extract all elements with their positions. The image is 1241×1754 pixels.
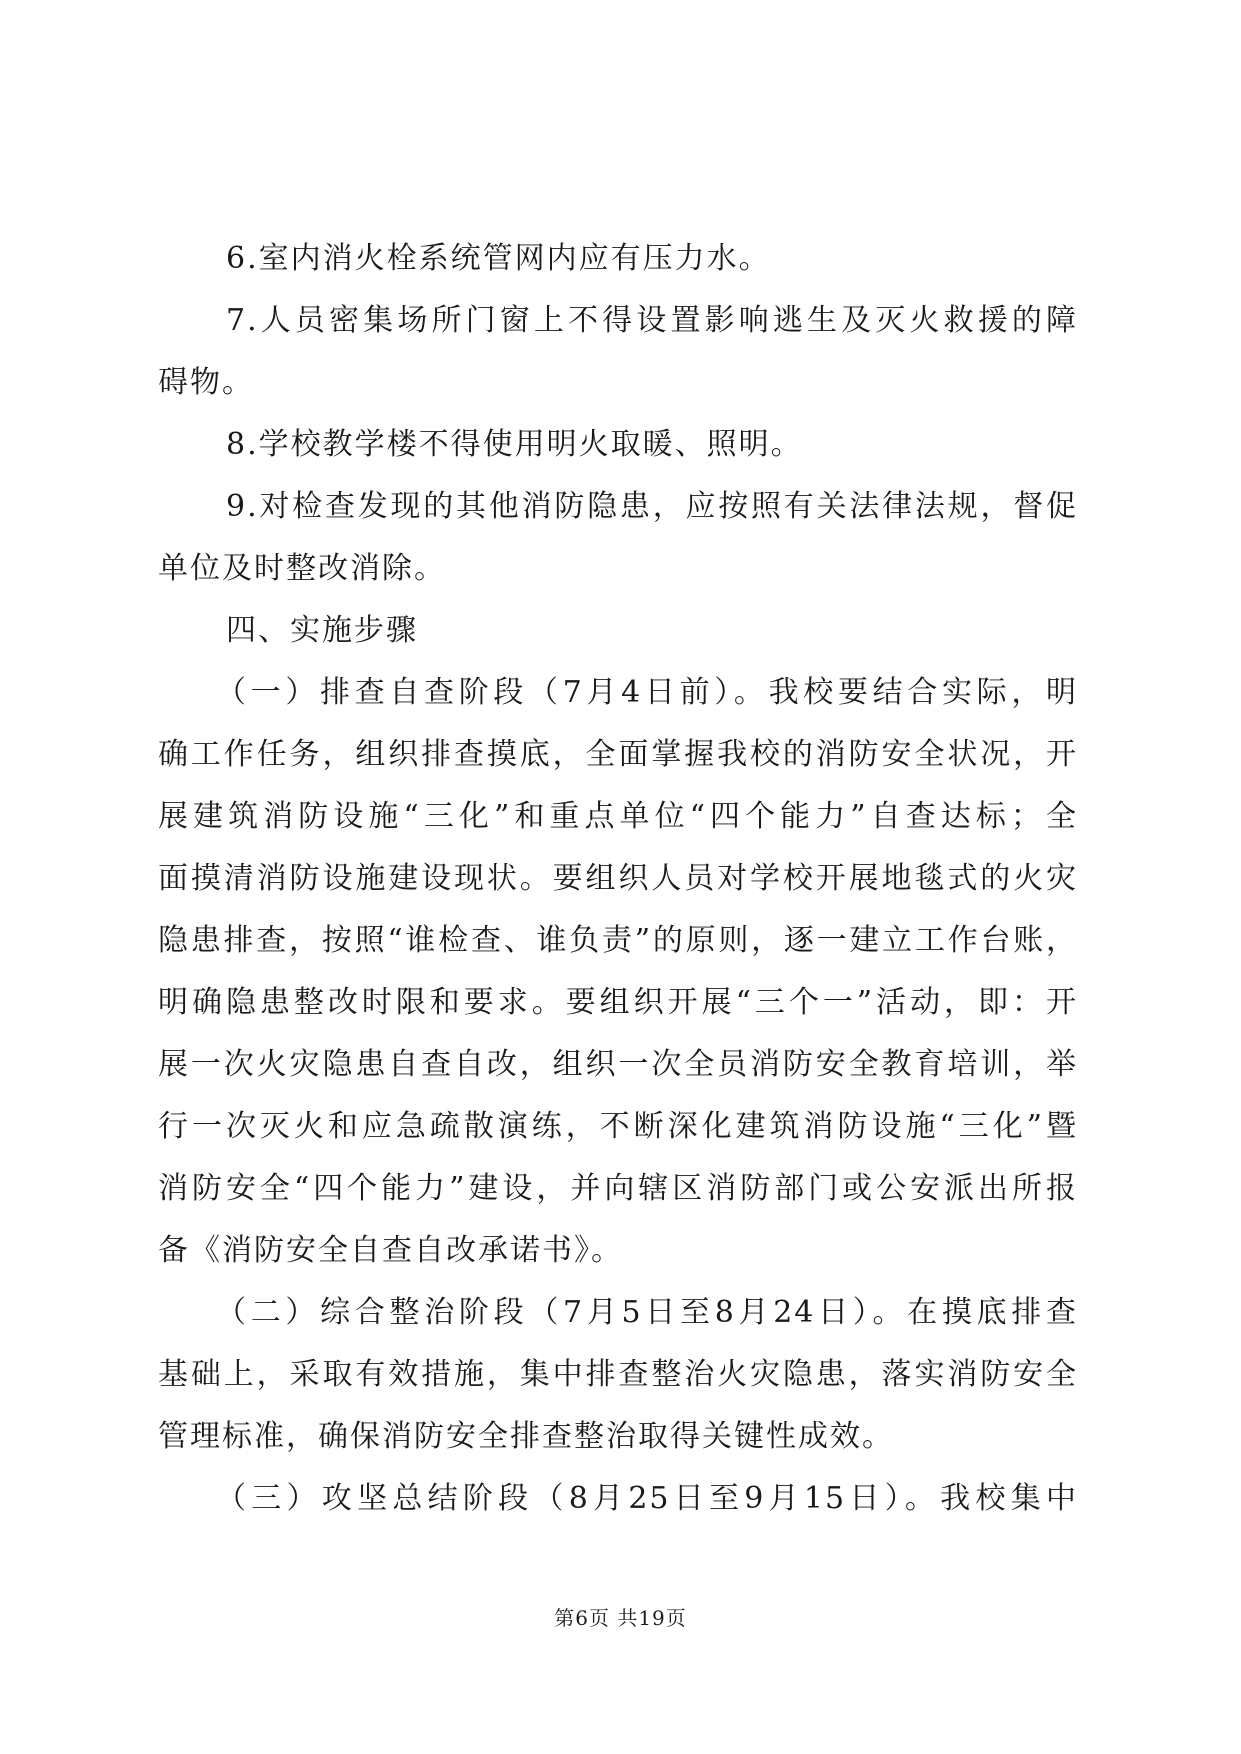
paragraph-line: 9.对检查发现的其他消防隐患，应按照有关法律法规，督促 (226, 489, 1078, 524)
paragraph-line: 备《消防安全自查自改承诺书》。 (158, 1233, 623, 1268)
paragraph-line: 8.学校教学楼不得使用明火取暖、照明。 (226, 427, 803, 462)
paragraph-line: 7.人员密集场所门窗上不得设置影响逃生及灭火救援的障 (226, 303, 1078, 338)
paragraph-line: （三）攻坚总结阶段（8月25日至9月15日）。我校集中 (216, 1481, 1078, 1516)
paragraph-item-9 (158, 476, 1078, 600)
section-heading-text: 四、实施步骤 (226, 613, 418, 648)
paragraph-line: 确工作任务，组织排查摸底，全面掌握我校的消防安全状况，开 (158, 737, 1078, 772)
paragraph-line: 基础上，采取有效措施，集中排查整治火灾隐患，落实消防安全 (158, 1357, 1078, 1392)
paragraph-line: 碍物。 (158, 365, 254, 400)
paragraph-stage-2 (158, 1282, 1078, 1468)
paragraph-line: 单位及时整改消除。 (158, 551, 446, 586)
paragraph-line: 面摸清消防设施建设现状。要组织人员对学校开展地毯式的火灾 (158, 861, 1078, 896)
paragraph-line: 展一次火灾隐患自查自改，组织一次全员消防安全教育培训，举 (158, 1047, 1078, 1082)
paragraph-line: （一）排查自查阶段（7月4日前）。我校要结合实际，明 (216, 675, 1078, 710)
paragraph-line: 管理标准，确保消防安全排查整治取得关键性成效。 (158, 1419, 894, 1454)
section-heading (158, 600, 1078, 662)
paragraph-line: 行一次灭火和应急疏散演练，不断深化建筑消防设施“三化”暨 (158, 1109, 1078, 1144)
paragraph-line: 明确隐患整改时限和要求。要组织开展“三个一”活动，即：开 (158, 985, 1078, 1020)
page-number-footer: 第6页 共19页 (554, 1606, 687, 1630)
paragraph-item-8 (158, 414, 1078, 476)
paragraph-line: 展建筑消防设施“三化”和重点单位“四个能力”自查达标；全 (158, 799, 1078, 834)
paragraph-stage-3 (158, 1468, 1078, 1530)
paragraph-item-6 (158, 228, 1078, 290)
paragraph-line: 隐患排查，按照“谁检查、谁负责”的原则，逐一建立工作台账， (158, 923, 1078, 958)
paragraph-item-7 (158, 290, 1078, 414)
paragraph-line: 消防安全“四个能力”建设，并向辖区消防部门或公安派出所报 (158, 1171, 1078, 1206)
document-body (158, 228, 1078, 1530)
paragraph-line: 6.室内消火栓系统管网内应有压力水。 (226, 241, 771, 276)
paragraph-stage-1 (158, 662, 1078, 1282)
paragraph-line: （二）综合整治阶段（7月5日至8月24日）。在摸底排查 (216, 1295, 1078, 1330)
